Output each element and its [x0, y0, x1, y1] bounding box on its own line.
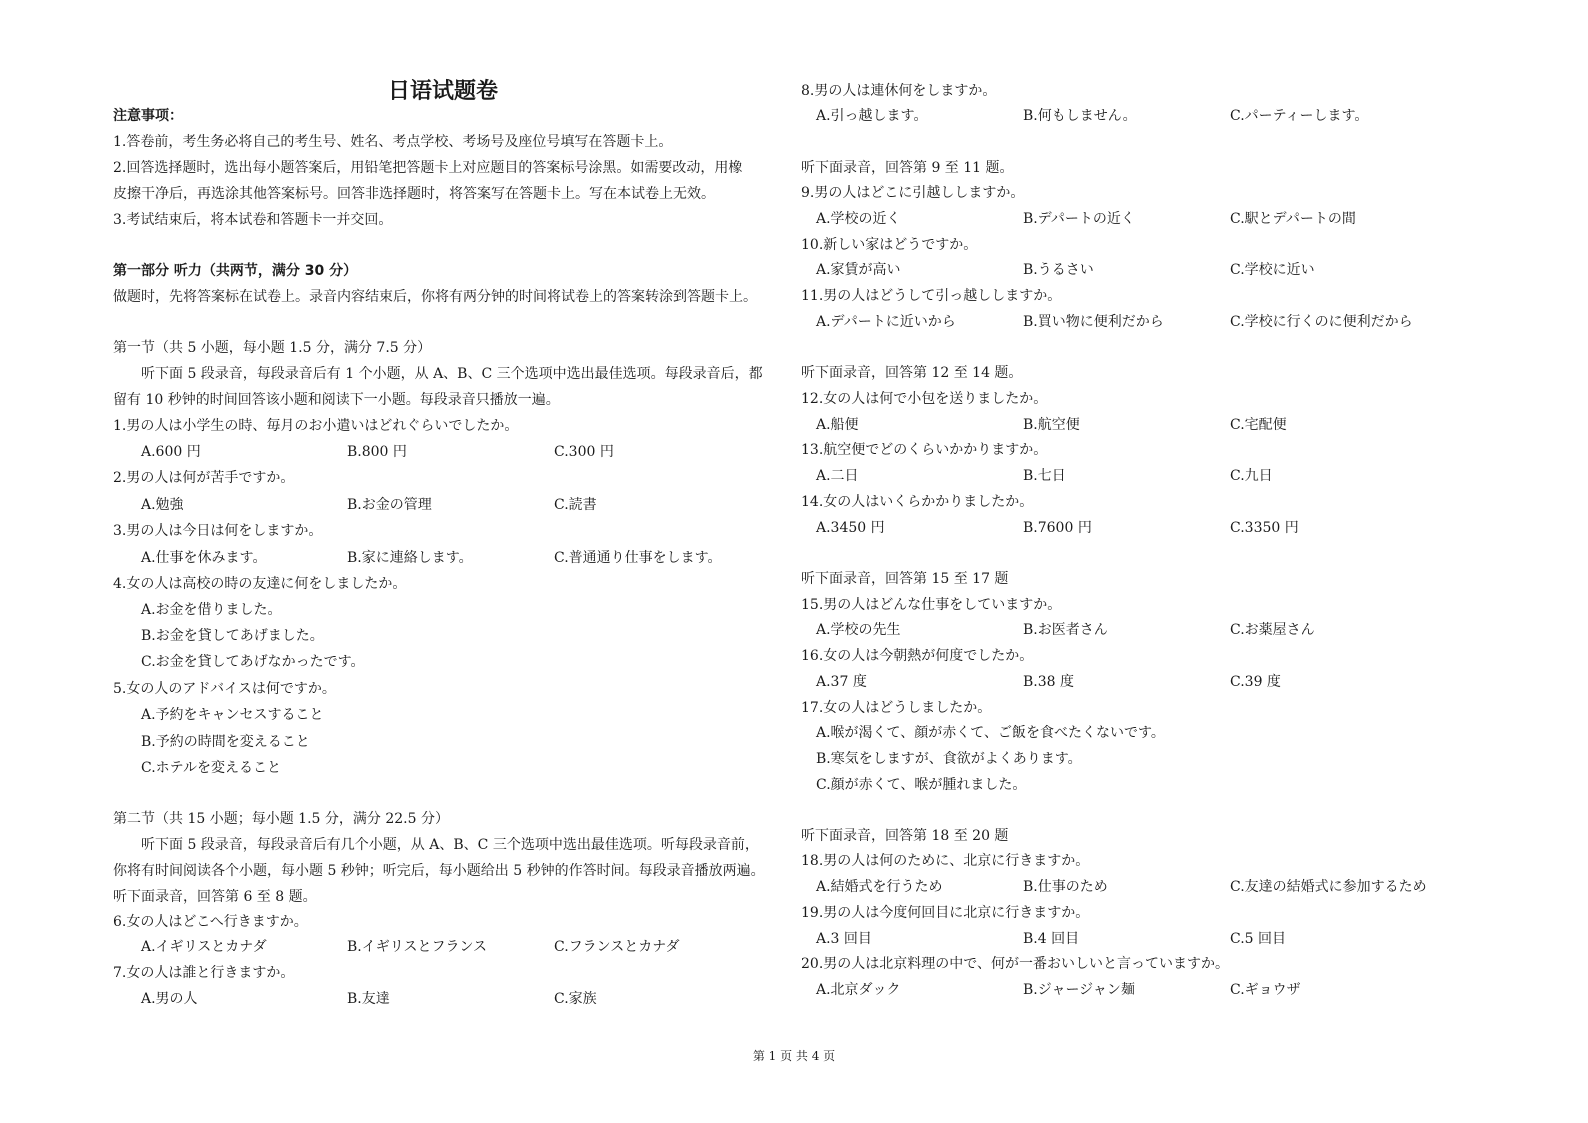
question-9-option-a: A.学校の近く [816, 211, 901, 227]
section1-heading: 第一节（共 5 小题，每小题 1.5 分，满分 7.5 分） [113, 340, 432, 356]
question-12-stem: 12.女の人は何で小包を送りましたか。 [801, 391, 1048, 407]
question-11-option-c: C.学校に行くのに便利だから [1230, 314, 1413, 330]
question-7-stem: 7.女の人は誰と行きますか。 [113, 965, 295, 981]
section2-desc: 听下面 5 段录音，每段录音后有几个小题，从 A、B、C 三个选项中选出最佳选项。听每段录音前， [141, 837, 759, 853]
question-6-option-a: A.イギリスとカナダ [141, 939, 267, 955]
question-13-option-b: B.七日 [1023, 468, 1066, 484]
question-2-stem: 2.男の人は何が苦手ですか。 [113, 470, 295, 486]
question-9-option-b: B.デパートの近く [1023, 211, 1135, 227]
group-heading: 听下面录音，回答第 18 至 20 题 [801, 828, 1009, 844]
question-10-option-a: A.家賃が高い [816, 262, 901, 278]
question-3-stem: 3.男の人は今日は何をしますか。 [113, 523, 323, 539]
question-6-stem: 6.女の人はどこへ行きますか。 [113, 914, 308, 930]
question-1-option-c: C.300 円 [554, 444, 614, 460]
question-14-option-c: C.3350 円 [1230, 520, 1299, 536]
question-4-option-b: B.お金を貸してあげました。 [141, 628, 324, 644]
question-7-option-a: A.男の人 [141, 991, 198, 1007]
part1-heading: 第一部分 听力（共两节，满分 30 分） [113, 263, 358, 279]
question-4-option-a: A.お金を借りました。 [141, 602, 282, 618]
question-20-stem: 20.男の人は北京料理の中で、何が一番おいしいと言っていますか。 [801, 956, 1229, 972]
question-19-stem: 19.男の人は今度何回目に北京に行きますか。 [801, 905, 1090, 921]
question-3-option-b: B.家に連絡します。 [347, 550, 473, 566]
question-18-option-b: B.仕事のため [1023, 879, 1108, 895]
question-16-option-c: C.39 度 [1230, 674, 1281, 690]
question-16-option-a: A.37 度 [816, 674, 867, 690]
question-16-option-b: B.38 度 [1023, 674, 1075, 690]
question-18-option-c: C.友達の結婚式に参加するため [1230, 879, 1427, 895]
question-7-option-b: B.友達 [347, 991, 390, 1007]
question-20-option-a: A.北京ダック [816, 982, 901, 998]
question-5-option-b: B.予約の時間を変えること [141, 734, 310, 750]
question-2-option-c: C.読書 [554, 497, 597, 513]
part1-instruction: 做题时，先将答案标在试卷上。录音内容结束后，你将有两分钟的时间将试卷上的答案转涂到答题卡上。 [113, 289, 757, 305]
question-15-stem: 15.男の人はどんな仕事をしていますか。 [801, 597, 1062, 613]
question-15-option-c: C.お薬屋さん [1230, 622, 1315, 638]
question-15-option-a: A.学校の先生 [816, 622, 901, 638]
notice-item: 皮擦干净后，再选涂其他答案标号。回答非选择题时，将答案写在答题卡上。写在本试卷上无效。 [113, 186, 715, 202]
question-2-option-b: B.お金の管理 [347, 497, 432, 513]
question-3-option-a: A.仕事を休みます。 [141, 550, 267, 566]
group-heading: 听下面录音，回答第 15 至 17 题 [801, 571, 1009, 587]
question-18-option-a: A.結婚式を行うため [816, 879, 943, 895]
question-14-option-a: A.3450 円 [816, 520, 885, 536]
question-11-option-b: B.買い物に便利だから [1023, 314, 1164, 330]
question-6-option-b: B.イギリスとフランス [347, 939, 488, 955]
question-6-option-c: C.フランスとカナダ [554, 939, 680, 955]
question-13-option-c: C.九日 [1230, 468, 1273, 484]
group-heading: 听下面录音，回答第 12 至 14 题。 [801, 365, 1023, 381]
question-8-option-b: B.何もしません。 [1023, 108, 1137, 124]
question-20-option-b: B.ジャージャン麺 [1023, 982, 1135, 998]
question-13-stem: 13.航空便でどのくらいかかりますか。 [801, 442, 1048, 458]
question-8-option-a: A.引っ越します。 [816, 108, 928, 124]
section1-desc: 听下面 5 段录音，每段录音后有 1 个小题，从 A、B、C 三个选项中选出最佳选项。每段录音后，都 [141, 366, 763, 382]
question-19-option-c: C.5 回目 [1230, 931, 1287, 947]
notice-item: 2.回答选择题时，选出每小题答案后，用铅笔把答题卡上对应题目的答案标号涂黑。如需要改动，用橡 [113, 160, 743, 176]
notice-item: 3.考试结束后，将本试卷和答题卡一并交回。 [113, 212, 393, 228]
notice-heading: 注意事项： [113, 108, 183, 124]
question-11-stem: 11.男の人はどうして引っ越ししますか。 [801, 288, 1062, 304]
question-12-option-b: B.航空便 [1023, 417, 1080, 433]
page-title: 日语试题卷 [387, 79, 498, 104]
question-8-option-c: C.パーティーします。 [1230, 108, 1369, 124]
question-18-stem: 18.男の人は何のために、北京に行きますか。 [801, 853, 1090, 869]
question-5-option-c: C.ホテルを変えること [141, 760, 281, 776]
question-15-option-b: B.お医者さん [1023, 622, 1108, 638]
section2-heading: 第二节（共 15 小题；每小题 1.5 分，满分 22.5 分） [113, 811, 449, 827]
page-number: 第 1 页 共 4 页 [752, 1049, 836, 1063]
question-17-stem: 17.女の人はどうしましたか。 [801, 700, 992, 716]
section2-desc: 你将有时间阅读各个小题，每小题 5 秒钟；听完后，每小题给出 5 秒钟的作答时间。每段录音播放两遍。 [113, 863, 765, 879]
question-1-option-b: B.800 円 [347, 444, 407, 460]
question-17-option-b: B.寒気をしますが、食欲がよくあります。 [816, 751, 1082, 767]
question-16-stem: 16.女の人は今朝熱が何度でしたか。 [801, 648, 1034, 664]
question-10-option-c: C.学校に近い [1230, 262, 1315, 278]
question-10-stem: 10.新しい家はどうですか。 [801, 237, 978, 253]
question-11-option-a: A.デパートに近いから [816, 314, 956, 330]
question-5-option-a: A.予約をキャンセスすること [141, 707, 324, 723]
question-13-option-a: A.二日 [816, 468, 859, 484]
question-10-option-b: B.うるさい [1023, 262, 1094, 278]
question-12-option-a: A.船便 [816, 417, 859, 433]
question-19-option-b: B.4 回目 [1023, 931, 1080, 947]
question-17-option-c: C.顔が赤くて、喉が腫れました。 [816, 777, 1027, 793]
question-9-stem: 9.男の人はどこに引越ししますか。 [801, 185, 1025, 201]
question-8-stem: 8.男の人は連休何をしますか。 [801, 83, 997, 99]
question-3-option-c: C.普通通り仕事をします。 [554, 550, 722, 566]
question-4-stem: 4.女の人は高校の時の友達に何をしましたか。 [113, 576, 407, 592]
question-9-option-c: C.駅とデパートの間 [1230, 211, 1356, 227]
notice-item: 1.答卷前，考生务必将自己的考生号、姓名、考点学校、考场号及座位号填写在答题卡上。 [113, 134, 673, 150]
question-19-option-a: A.3 回目 [816, 931, 872, 947]
question-20-option-c: C.ギョウザ [1230, 982, 1301, 998]
question-7-option-c: C.家族 [554, 991, 597, 1007]
question-2-option-a: A.勉強 [141, 497, 184, 513]
question-17-option-a: A.喉が渴くて、顔が赤くて、ご飯を食べたくないです。 [816, 725, 1165, 741]
question-1-option-a: A.600 円 [141, 444, 201, 460]
question-5-stem: 5.女の人のアドバイスは何ですか。 [113, 681, 336, 697]
question-14-option-b: B.7600 円 [1023, 520, 1092, 536]
section2-desc: 听下面录音，回答第 6 至 8 题。 [113, 889, 317, 905]
question-14-stem: 14.女の人はいくらかかりましたか。 [801, 494, 1034, 510]
section1-desc: 留有 10 秒钟的时间回答该小题和阅读下一小题。每段录音只播放一遍。 [113, 392, 560, 408]
question-1-stem: 1.男の人は小学生の時、毎月のお小遣いはどれぐらいでしたか。 [113, 418, 519, 434]
question-4-option-c: C.お金を貸してあげなかったです。 [141, 654, 365, 670]
question-12-option-c: C.宅配便 [1230, 417, 1287, 433]
group-heading: 听下面录音，回答第 9 至 11 题。 [801, 160, 1014, 176]
